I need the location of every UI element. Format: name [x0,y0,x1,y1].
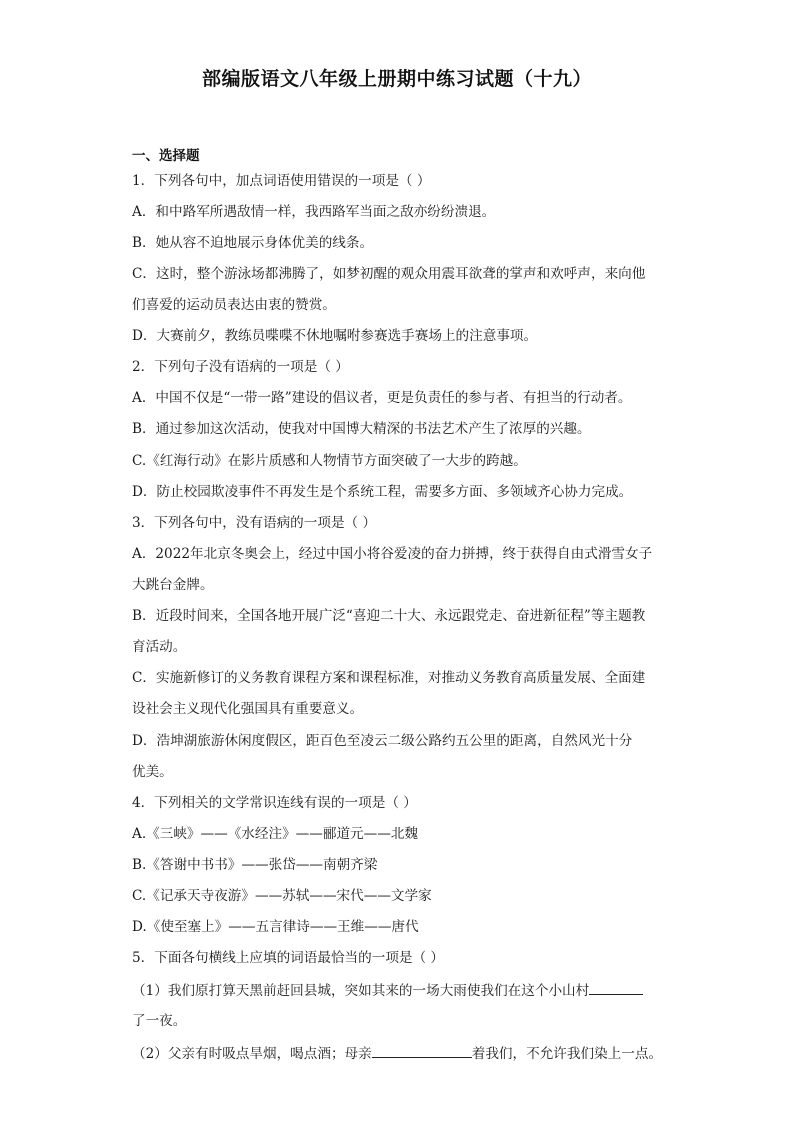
question-3-option-a-cont: 大跳台金牌。 [132,577,214,593]
section-heading: 一、选择题 [132,148,200,164]
question-4-option-b: B.《答谢中书书》——张岱——南朝齐梁 [132,857,378,873]
question-1-option-c: C．这时，整个游泳场都沸腾了，如梦初醒的观众用震耳欲聋的掌声和欢呼声，来向他 [132,266,646,282]
question-4-stem: 4．下列相关的文学常识连线有误的一项是（ ） [132,795,417,811]
question-2-stem: 2．下列句子没有语病的一项是（ ） [132,359,349,375]
answer-blank-2[interactable] [372,1043,472,1058]
question-2-option-a: A．中国不仅是“一带一路”建设的倡议者，更是负责任的参与者、有担当的行动者。 [132,390,632,406]
question-2-option-b: B．通过参加这次活动，使我对中国博大精深的书法艺术产生了浓厚的兴趣。 [132,421,591,437]
question-1-option-d: D．大赛前夕，教练员喋喋不休地嘱咐参赛选手赛场上的注意事项。 [132,328,538,344]
question-3-stem: 3．下列各句中，没有语病的一项是（ ） [132,515,377,531]
question-5-stem: 5．下面各句横线上应填的词语最恰当的一项是（ ） [132,950,445,966]
question-4-option-a: A.《三峡》——《水经注》——郦道元——北魏 [132,826,419,842]
question-3-option-b: B．近段时间来，全国各地开展广泛“喜迎二十大、永远跟党走、奋进新征程”等主题教 [132,608,646,624]
question-5-item-2-text-end: 着我们，不允许我们染上一点。 [471,1046,663,1062]
question-3-option-d-cont: 优美。 [132,764,173,780]
question-4-option-c: C.《记承天寺夜游》——苏轼——宋代——文学家 [132,888,432,904]
question-1-stem: 1．下列各句中，加点词语使用错误的一项是（ ） [132,173,431,189]
question-5-item-2 [132,1043,672,1063]
question-3-option-c-cont: 设社会主义现代化强国具有重要意义。 [132,701,364,717]
question-2-option-d: D．防止校园欺凌事件不再发生是个系统工程，需要多方面、多领域齐心协力完成。 [132,484,633,500]
answer-blank-1[interactable] [589,980,643,995]
question-2-option-c: C.《红海行动》在影片质感和人物情节方面突破了一大步的跨越。 [132,453,527,469]
question-3-option-c: C．实施新修订的义务教育课程方案和课程标准，对推动义务教育高质量发展、全面建 [132,670,646,686]
question-5-item-2-text: （2）父亲有时吸点旱烟，喝点酒；母亲 [132,1046,372,1062]
question-3-option-d: D．浩坤湖旅游休闲度假区，距百色至凌云二级公路约五公里的距离，自然风光十分 [132,733,633,749]
question-3-option-a: A．2022年北京冬奥会上，经过中国小将谷爱凌的奋力拼搏，终于获得自由式滑雪女子 [132,546,653,562]
question-1-option-c-cont: 们喜爱的运动员表达由衷的赞赏。 [132,297,336,313]
question-5-item-1-cont: 了一夜。 [132,1013,187,1029]
question-4-option-d: D.《使至塞上》——五言律诗——王维——唐代 [132,919,419,935]
question-5-item-1-text: （1）我们原打算天黑前赶回县城，突如其来的一场大雨使我们在这个小山村 [132,983,590,999]
question-3-option-b-cont: 育活动。 [132,639,187,655]
question-1-option-a: A．和中路军所遇敌情一样，我西路军当面之敌亦纷纷溃退。 [132,204,496,220]
page-title: 部编版语文八年级上册期中练习试题（十九） [201,68,592,90]
question-5-item-1 [132,980,672,1000]
question-1-option-b: B．她从容不迫地展示身体优美的线条。 [132,235,374,251]
